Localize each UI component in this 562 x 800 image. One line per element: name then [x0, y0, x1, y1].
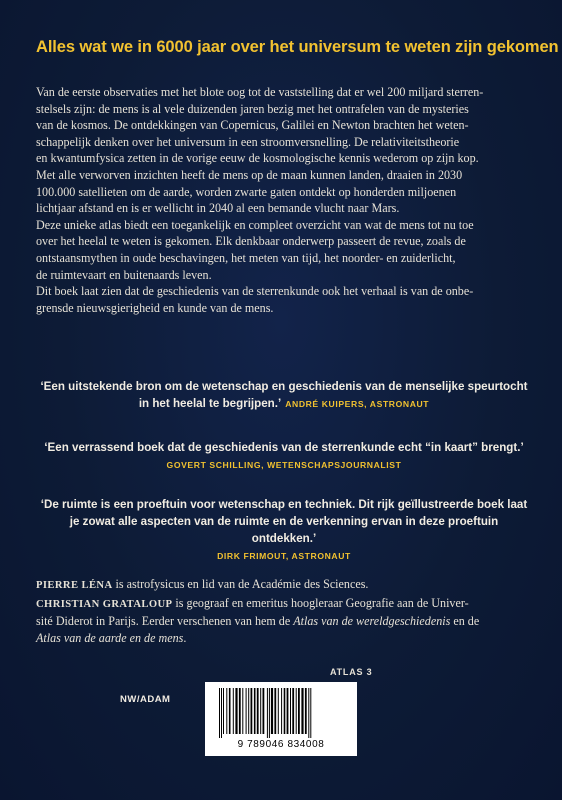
author-name: PIERRE LÉNA [36, 580, 113, 591]
quote-attribution: DIRK FRIMOUT, ASTRONAUT [217, 551, 351, 561]
blurb-line: ontstaansmythen in oude beschavingen, het meten van tijd, het noorder- en zuiderlicht, [36, 250, 456, 265]
author-name: CHRISTIAN GRATALOUP [36, 598, 173, 610]
blurb-line: van de kosmos. De ontdekkingen van Copernicus, Galilei en Newton brachten het weten- [36, 118, 469, 133]
quote-line: ‘De ruimte is een proeftuin voor wetenschap en techniek. Dit rijk geïllustreerde boek laat [40, 498, 528, 511]
barcode-bar [284, 688, 286, 734]
blurb-line: en kwantumfysica zetten in de vorige eeuw de kosmologische kennis wederom op zijn kop. [36, 151, 479, 166]
review-quote [36, 378, 532, 413]
author-bios [36, 576, 530, 646]
barcode-bar [278, 688, 279, 734]
barcode-bar [242, 688, 243, 734]
barcode-bar [223, 688, 224, 734]
barcode-bar [221, 688, 222, 738]
barcode-bar [290, 688, 291, 734]
barcode-bar [308, 688, 309, 738]
blurb-line: Van de eerste observaties met het blote oog tot de vaststelling dat er wel 200 miljard sterren- [36, 85, 484, 99]
barcode-bar [235, 688, 237, 734]
barcode-bar [271, 688, 273, 734]
quote-line: ‘Een uitstekende bron om de wetenschap en geschiedenis van de menselijke speurtocht [40, 380, 528, 393]
author-bio-cont [36, 613, 530, 630]
barcode-bar [267, 688, 268, 738]
isbn-number: 9 789046 834008 [237, 739, 325, 750]
blurb [36, 84, 530, 316]
series-label: ATLAS 3 [330, 667, 373, 677]
blurb-line: Deze unieke atlas biedt een toegankelijk en compleet overzicht van wat de mens tot nu toe [36, 217, 474, 232]
barcode-bar [239, 688, 241, 734]
quote-line [36, 395, 532, 413]
barcode-bar [292, 688, 294, 734]
blurb-line: stelsels zijn: de mens is al vele duizenden jaren bezig met het ontrafelen van de mysteries [36, 101, 469, 116]
quote-attribution: ANDRÉ KUIPERS, ASTRONAUT [285, 399, 430, 409]
barcode-bar [263, 688, 265, 734]
blurb-line: schappelijk denken over het universum in een stroomversnelling. De relativiteitstheorie [36, 134, 460, 149]
author-text: is astrofysicus en lid van de Académie des Sciences. [112, 577, 369, 591]
barcode-bar [296, 688, 297, 734]
barcode-bar [233, 688, 234, 734]
headline: Alles wat we in 6000 jaar over het universum te weten zijn gekomen [36, 38, 559, 56]
quote-attribution: GOVERT SCHILLING, WETENSCHAPSJOURNALIST [166, 460, 402, 470]
book-title: Atlas van de wereldgeschiedenis [293, 614, 451, 629]
barcode-bar [254, 688, 256, 734]
barcode [205, 682, 357, 756]
author-text: is geograaf en emeritus hoogleraar Geografie aan de Univer- [172, 595, 469, 610]
barcode-bar [298, 688, 300, 734]
barcode-bar [229, 688, 231, 734]
blurb-line: de ruimtevaart en buitenaards leven. [36, 267, 212, 282]
review-quote [36, 496, 532, 561]
barcode-bar [251, 688, 253, 734]
barcode-bar [274, 688, 276, 734]
quote-line: je zowat alle aspecten van de ruimte en de verkenning ervan in deze proeftuin ontdekken.’ [69, 515, 499, 545]
quote-text: in het heelal te begrijpen.’ [138, 397, 282, 410]
book-title: Atlas van de aarde en de mens [36, 630, 184, 645]
author-bio [36, 576, 530, 595]
barcode-bar [301, 688, 303, 734]
author-text: sité Diderot in Parijs. Eerder verschenen van hem de [36, 614, 294, 629]
author-text: en de [450, 614, 480, 629]
barcode-bar [305, 688, 307, 734]
publisher-logo: NW/ADAM [120, 694, 171, 705]
blurb-line: grensde nieuwsgierigheid en kunde van de mens. [36, 300, 274, 315]
author-bio-cont [36, 630, 530, 647]
quote-line: ‘Een verrassend boek dat de geschiedenis van de sterrenkunde echt “in kaart” brengt.’ [44, 441, 524, 454]
barcode-bar [269, 688, 270, 738]
author-text: . [183, 630, 187, 645]
review-quote [36, 439, 532, 470]
barcode-bar [248, 688, 249, 734]
blurb-line: Met alle verworven inzichten heeft de mens op de maan kunnen landen, draaien in 2030 [36, 167, 463, 182]
barcode-bar [257, 688, 259, 734]
barcode-bar [281, 688, 282, 734]
blurb-line: 100.000 satellieten om de aarde, worden zwarte gaten ontdekt op honderden miljoenen [36, 184, 457, 199]
barcode-bar [226, 688, 227, 734]
barcode-bar [219, 688, 220, 738]
blurb-line: lichtjaar afstand en is er wellicht in 2040 al een bemande vlucht naar Mars. [36, 201, 400, 216]
barcode-bars [217, 688, 345, 738]
blurb-line: over het heelal te weten is gekomen. Elk denkbaar onderwerp passeert de revue, zoals de [36, 234, 466, 249]
barcode-bar [260, 688, 261, 734]
barcode-bar [310, 688, 311, 738]
barcode-bar [246, 688, 247, 734]
review-quotes [36, 378, 532, 587]
author-bio [36, 595, 530, 614]
barcode-bar [287, 688, 289, 734]
blurb-line: Dit boek laat zien dat de geschiedenis van de sterrenkunde ook het verhaal is van de onbe- [36, 284, 474, 299]
